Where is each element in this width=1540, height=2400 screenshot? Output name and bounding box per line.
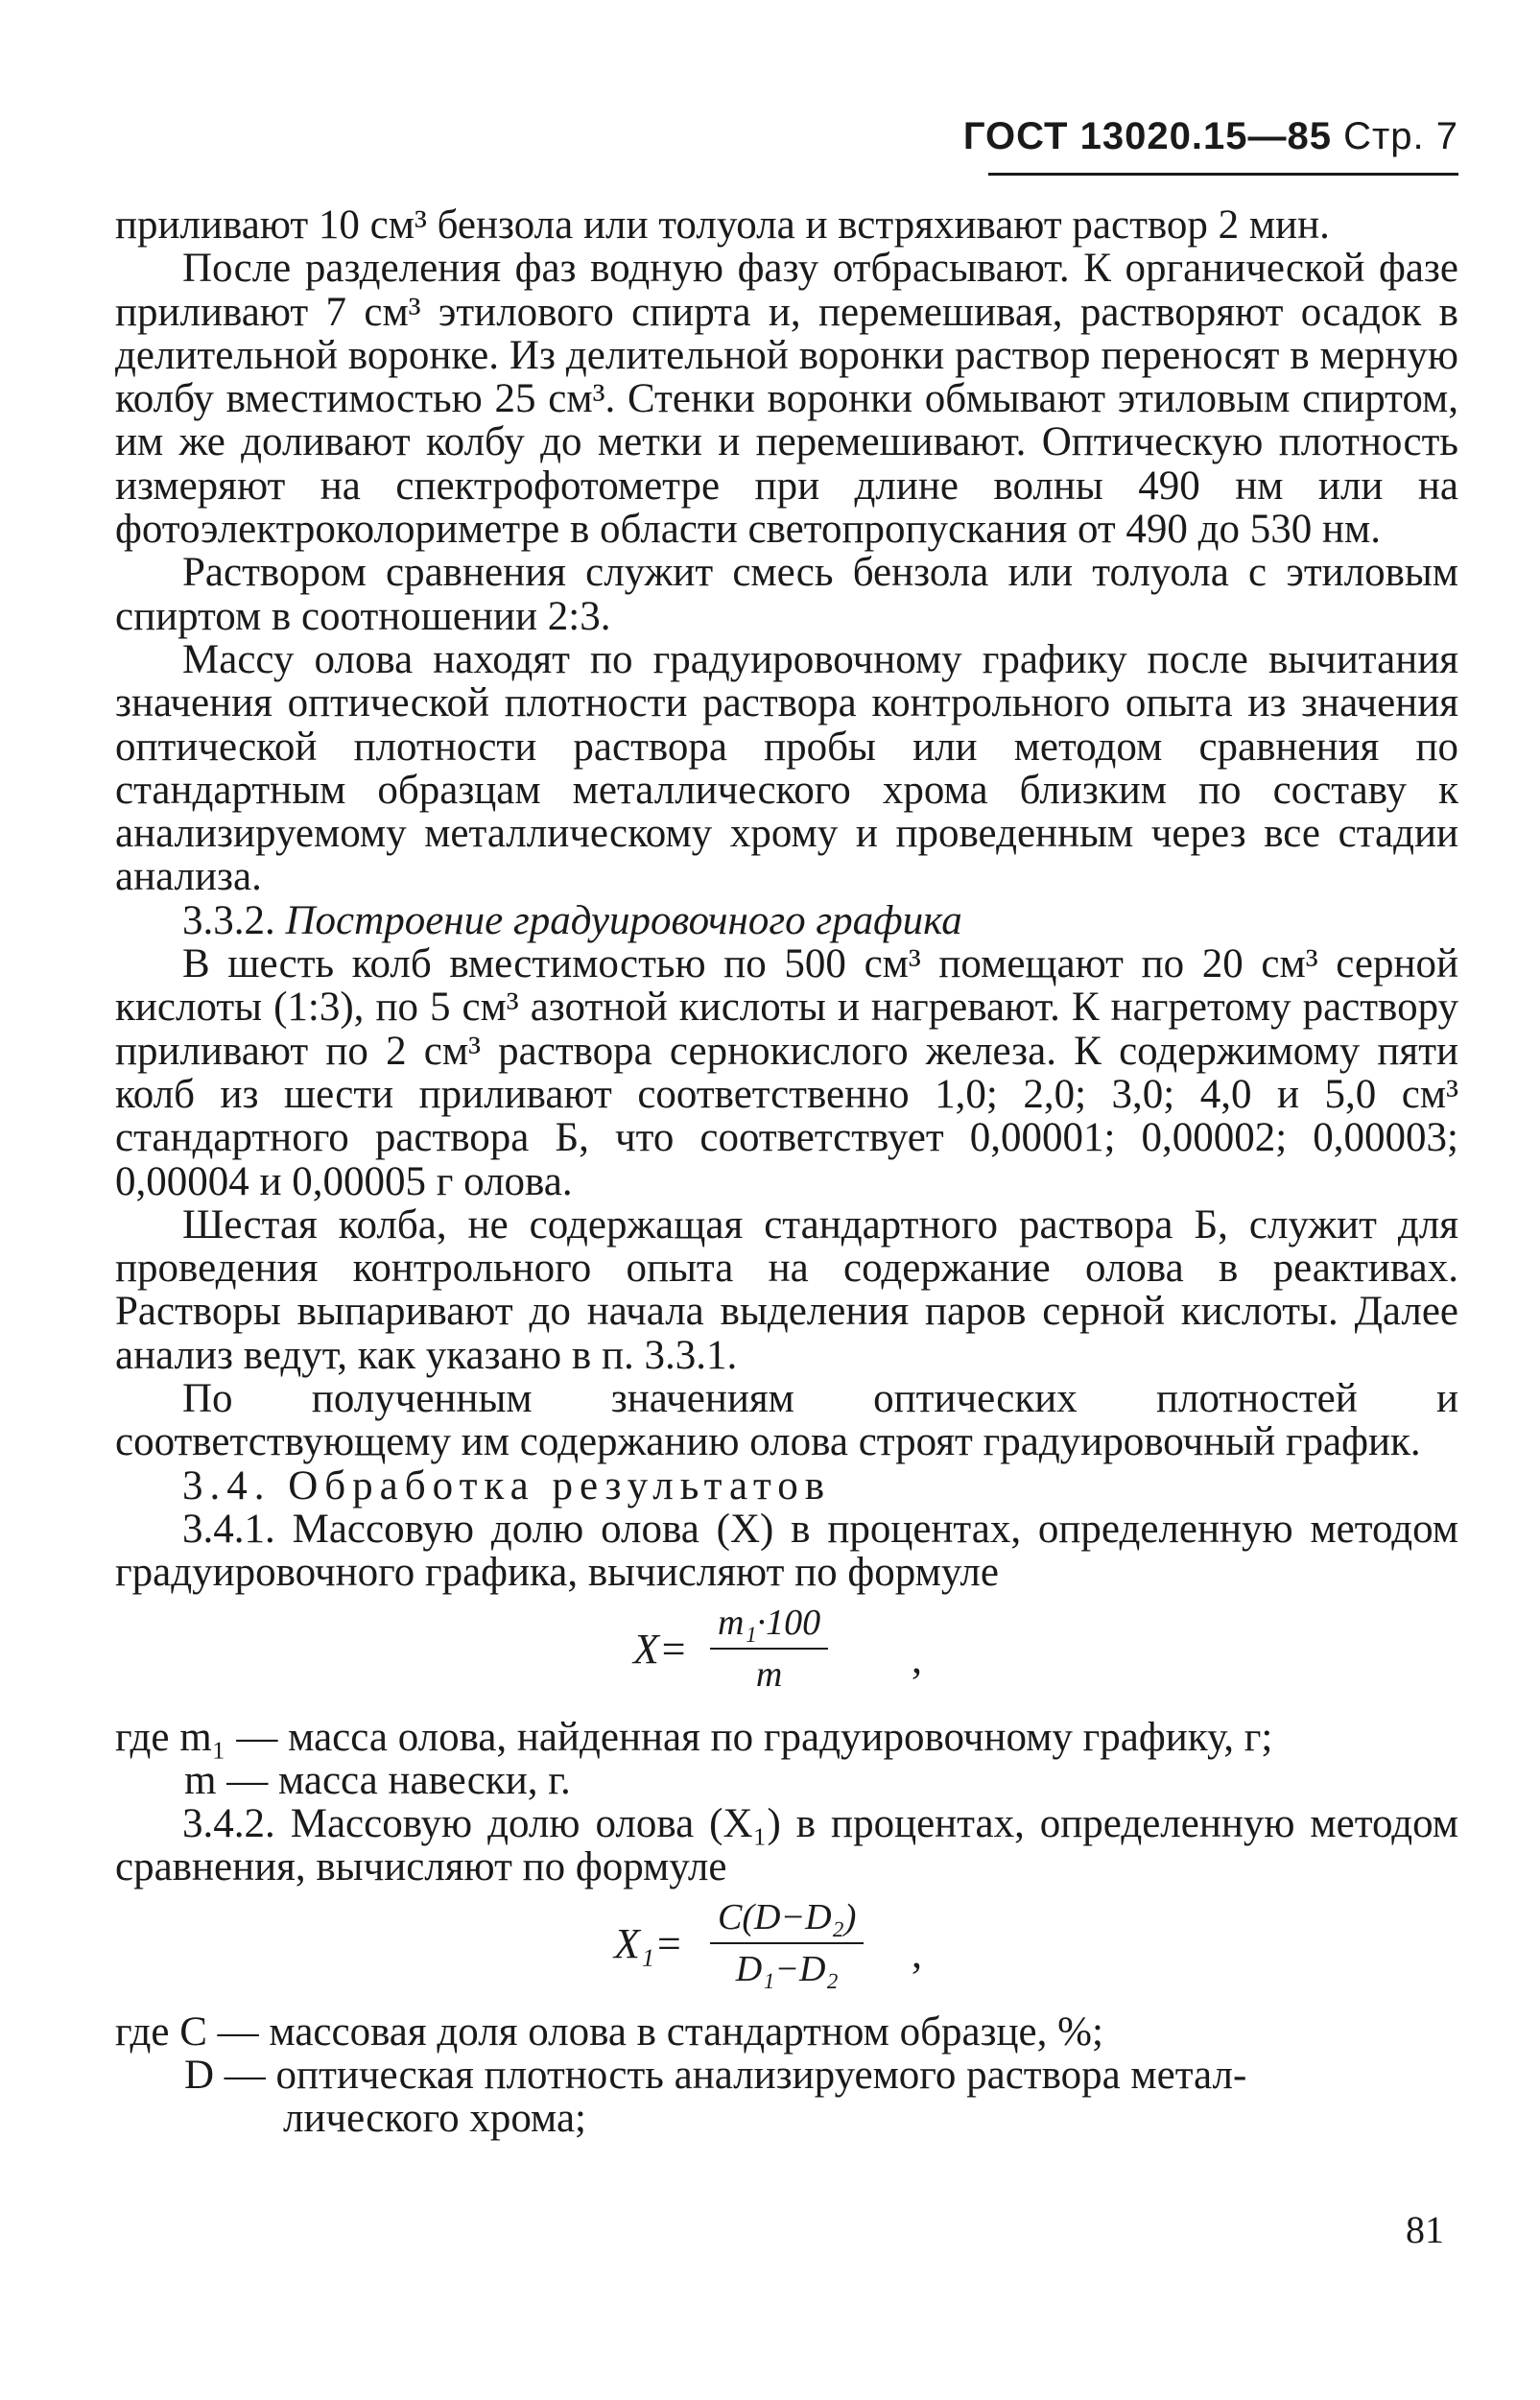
formula-x1-comma: ,: [912, 1929, 922, 1977]
formula-x-denominator: m: [755, 1653, 783, 1695]
where-m: m — масса навески, г.: [184, 1757, 571, 1803]
page-number: 81: [1406, 2208, 1444, 2251]
paragraph-3-4-2: 3.4.2. Массовую долю олова (X₁) в процентах, определенную методом сравнения, вычисляют по формуле: [115, 1801, 1458, 1890]
page-header: [962, 115, 1458, 173]
where-lead: где: [115, 1714, 170, 1760]
formula-x1: [115, 1895, 1458, 2001]
formula-x-numerator: m₁·100: [710, 1601, 828, 1650]
section-3-3-2-heading: [115, 899, 1458, 942]
where-block-2: [115, 2010, 1458, 2141]
formula-x1-lhs: X₁=: [614, 1919, 683, 1967]
section-number: 3.3.2.: [182, 897, 275, 943]
body-text: [115, 203, 1458, 2141]
where-d-line1: D — оптическая плотность анализируемого раствора метал-: [184, 2052, 1247, 2098]
where-c-row: [115, 2010, 1458, 2054]
formula-x-fraction: [710, 1601, 828, 1697]
header-rule: [988, 173, 1458, 176]
formula-x1-fraction: [710, 1895, 864, 1991]
where-m1-row: [115, 1716, 1458, 1759]
paragraph-tin-mass: Массу олова находят по градуировочному графику после вычитания значения оптической плотности раствора контрольного опыта из значения оптической плотности раствора пробы или методом сравнения по стандартным образцам металлического хрома близким по составу к анализируемому металлическому хрому и проведенным через все стадии анализа.: [115, 636, 1458, 900]
header-text: [963, 115, 1458, 158]
where-c: C — массовая доля олова в стандартном образце, %;: [179, 2008, 1103, 2055]
where-block-1: [115, 1716, 1458, 1803]
section-3-4-heading: 3.4. Обработка результатов: [182, 1462, 831, 1509]
formula-x-lhs: X=: [633, 1625, 688, 1673]
formula-x-comma: ,: [912, 1634, 922, 1682]
paragraph-calibration-setup: В шесть колб вместимостью по 500 см³ помещают по 20 см³ серной кислоты (1:3), по 5 см³ азотной кислоты и нагревают. К нагретому раствору приливают по 2 см³ раствора сернокислого железа. К содержимому пяти колб из шести приливают соответственно 1,0; 2,0; 3,0; 4,0 и 5,0 см³ стандартного раствора Б, что соответствует 0,00001; 0,00002; 0,00003; 0,00004 и 0,00005 г олова.: [115, 941, 1458, 1204]
paragraph-reference-solution: Раствором сравнения служит смесь бензола или толуола с этиловым спиртом в соотношении 2:3.: [115, 550, 1458, 639]
header-page-label: Стр. 7: [1343, 115, 1458, 157]
paragraph-3-4-1: 3.4.1. Массовую долю олова (X) в процентах, определенную методом градуировочного графика, вычисляют по формуле: [115, 1506, 1458, 1596]
section-title: Построение градуировочного графика: [285, 897, 962, 943]
where-d-line2: лического хрома;: [283, 2096, 586, 2142]
formula-x1-numerator: C(D−D₂): [710, 1895, 864, 1944]
where-lead: где: [115, 2008, 170, 2055]
paragraph-control-flask: Шестая колба, не содержащая стандартного раствора Б, служит для проведения контрольного опыта на содержание олова в реактивах. Растворы выпаривают до начала выделения паров серной кислоты. Далее анализ ведут, как указано в п. 3.3.1.: [115, 1201, 1458, 1378]
standard-number: ГОСТ 13020.15—85: [962, 115, 1332, 157]
formula-x: [115, 1601, 1458, 1706]
formula-x1-denominator: D₁−D₂: [735, 1948, 839, 1989]
paragraph-calibration-graph: По полученным значениям оптических плотностей и соответствующему им содержанию олова строят градуировочный график.: [115, 1376, 1458, 1465]
paragraph-continuation: приливают 10 см³ бензола или толуола и встряхивают раствор 2 мин.: [115, 202, 1330, 248]
paragraph-phase-separation: После разделения фаз водную фазу отбрасывают. К органической фазе приливают 7 см³ этилового спирта и, перемешивая, растворяют осадок в делительной воронке. Из делительной воронки раствор переносят в мерную колбу вместимостью 25 см³. Стенки воронки обмывают этиловым спиртом, им же доливают колбу до метки и перемешивают. Оптическую плотность измеряют на спектрофотометре при длине волны 490 нм или на фотоэлектроколориметре в области светопропускания от 490 до 530 нм.: [115, 246, 1458, 553]
where-m1: m₁ — масса олова, найденная по градуировочному графику, г;: [179, 1714, 1273, 1760]
